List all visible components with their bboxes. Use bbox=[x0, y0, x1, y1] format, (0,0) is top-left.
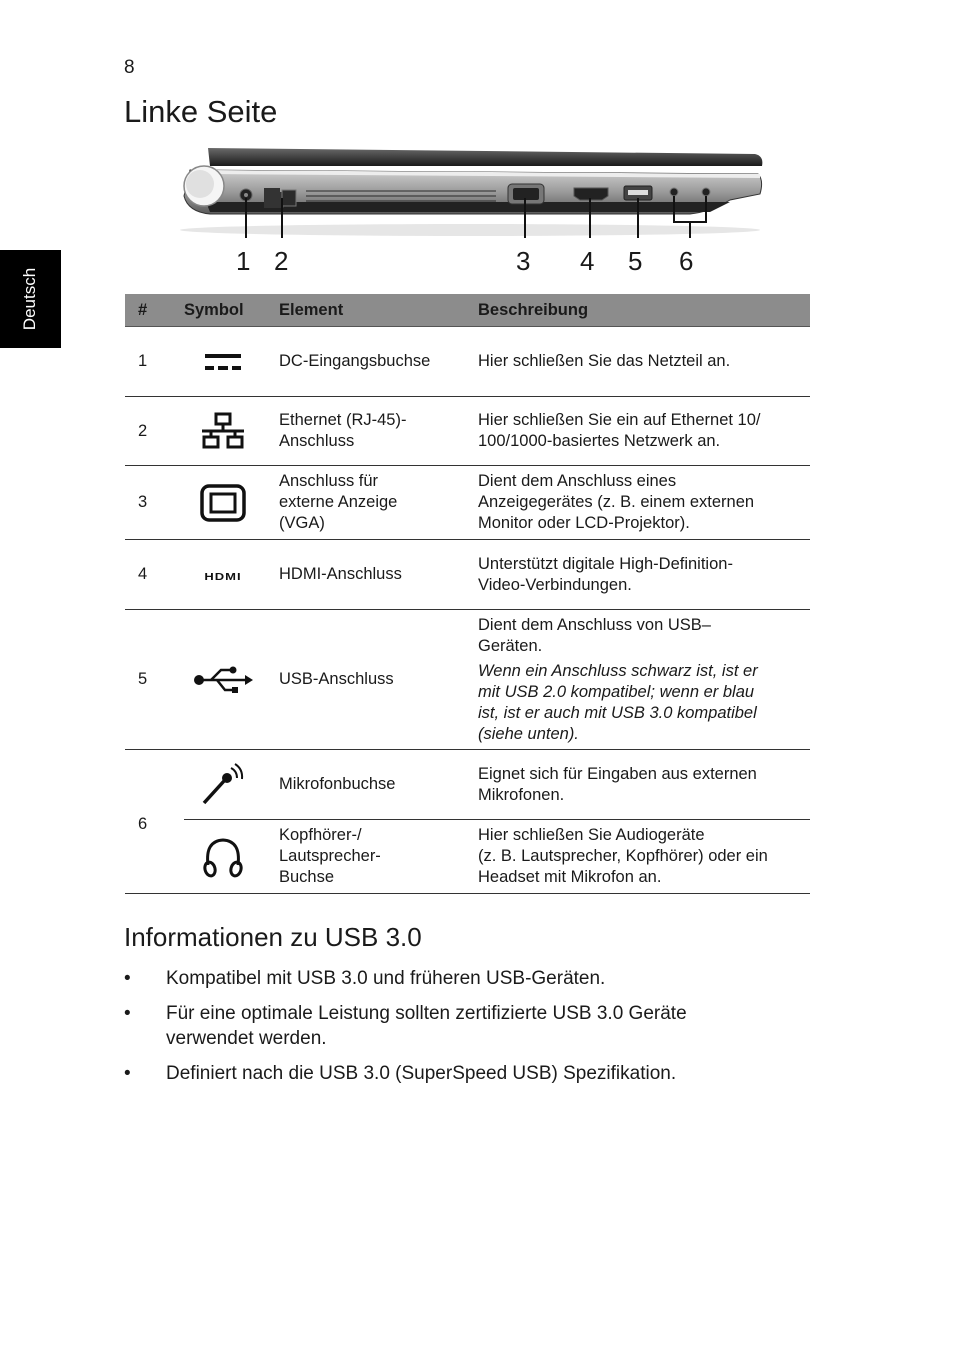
bullet-icon: • bbox=[124, 1003, 131, 1024]
port-number-3: 3 bbox=[516, 246, 531, 276]
row-description: Unterstützt digitale High-Definition- Video-Verbindungen. bbox=[478, 540, 810, 610]
bullet-icon: • bbox=[124, 968, 131, 989]
list-item bbox=[124, 1061, 784, 1086]
row-element: Kopfhörer-/ Lautsprecher- Buchse bbox=[279, 820, 478, 894]
hdmi-icon bbox=[198, 568, 248, 582]
row-description: Eignet sich für Eingaben aus externen Mikrofonen. bbox=[478, 750, 810, 820]
port-number-1: 1 bbox=[236, 246, 251, 276]
list-item-text: Kompatibel mit USB 3.0 und früheren USB-Geräten. bbox=[166, 968, 606, 989]
ports-table bbox=[125, 294, 810, 894]
ethernet-icon bbox=[200, 412, 246, 450]
row-description: Dient dem Anschluss eines Anzeigegerätes (z. B. einem externen Monitor oder LCD-Projektor). bbox=[478, 466, 810, 540]
svg-text:HDMI: HDMI bbox=[204, 570, 242, 582]
section-title: Linke Seite bbox=[124, 94, 278, 129]
header-description: Beschreibung bbox=[478, 294, 810, 327]
table-header-row bbox=[125, 294, 810, 327]
page-number: 8 bbox=[124, 57, 135, 78]
port-number-5: 5 bbox=[628, 246, 643, 276]
row-element: Mikrofonbuchse bbox=[279, 750, 478, 820]
row-element: USB-Anschluss bbox=[279, 610, 478, 750]
port-number-4: 4 bbox=[580, 246, 595, 276]
table-row bbox=[125, 750, 810, 820]
row-number: 2 bbox=[125, 397, 184, 466]
list-item bbox=[124, 1001, 784, 1051]
row-description: Hier schließen Sie das Netzteil an. bbox=[478, 327, 810, 397]
side-tab-label: Deutsch bbox=[20, 267, 39, 331]
row-description: Hier schließen Sie Audiogeräte (z. B. Lautsprecher, Kopfhörer) oder ein Headset mit Mikrofon an. bbox=[478, 820, 810, 894]
row-description: Hier schließen Sie ein auf Ethernet 10/ 100/1000-basiertes Netzwerk an. bbox=[478, 397, 810, 466]
list-item bbox=[124, 966, 784, 991]
table-row bbox=[125, 540, 810, 610]
table-row bbox=[125, 327, 810, 397]
language-side-tab bbox=[0, 250, 61, 348]
header-number: # bbox=[125, 294, 184, 327]
row-number: 3 bbox=[125, 466, 184, 540]
row-element: Anschluss für externe Anzeige (VGA) bbox=[279, 466, 478, 540]
row-number: 4 bbox=[125, 540, 184, 610]
row-number: 6 bbox=[125, 750, 184, 894]
header-element: Element bbox=[279, 294, 478, 327]
usb-icon bbox=[193, 664, 253, 696]
table-row bbox=[125, 820, 810, 894]
usb-compatibility-note: Wenn ein Anschluss schwarz ist, ist er mit USB 2.0 kompatibel; wenn er blau ist, ist er auch mit USB 3.0 kompatibel (siehe unten). bbox=[478, 661, 758, 743]
microphone-icon bbox=[200, 763, 246, 807]
table-row bbox=[125, 610, 810, 750]
row-element: DC-Eingangsbuchse bbox=[279, 327, 478, 397]
usb-section-title: Informationen zu USB 3.0 bbox=[124, 922, 422, 952]
header-symbol: Symbol bbox=[184, 294, 279, 327]
list-item-text: Definiert nach die USB 3.0 (SuperSpeed USB) Spezifikation. bbox=[166, 1063, 677, 1084]
table-row bbox=[125, 466, 810, 540]
port-number-6: 6 bbox=[679, 246, 694, 276]
laptop-left-side-illustration bbox=[170, 140, 770, 240]
row-element: HDMI-Anschluss bbox=[279, 540, 478, 610]
headphones-icon bbox=[201, 835, 245, 879]
row-element: Ethernet (RJ-45)- Anschluss bbox=[279, 397, 478, 466]
table-row bbox=[125, 397, 810, 466]
port-number-2: 2 bbox=[274, 246, 289, 276]
row-number: 1 bbox=[125, 327, 184, 397]
dc-power-icon bbox=[205, 352, 241, 372]
list-item-text: Für eine optimale Leistung sollten zertifizierte USB 3.0 Geräte verwendet werden. bbox=[166, 1003, 687, 1049]
vga-icon bbox=[200, 484, 246, 522]
row-description: Dient dem Anschluss von USB– Geräten. bbox=[478, 615, 711, 655]
bullet-icon: • bbox=[124, 1063, 131, 1084]
usb-info-list bbox=[124, 966, 784, 1096]
row-number: 5 bbox=[125, 610, 184, 750]
